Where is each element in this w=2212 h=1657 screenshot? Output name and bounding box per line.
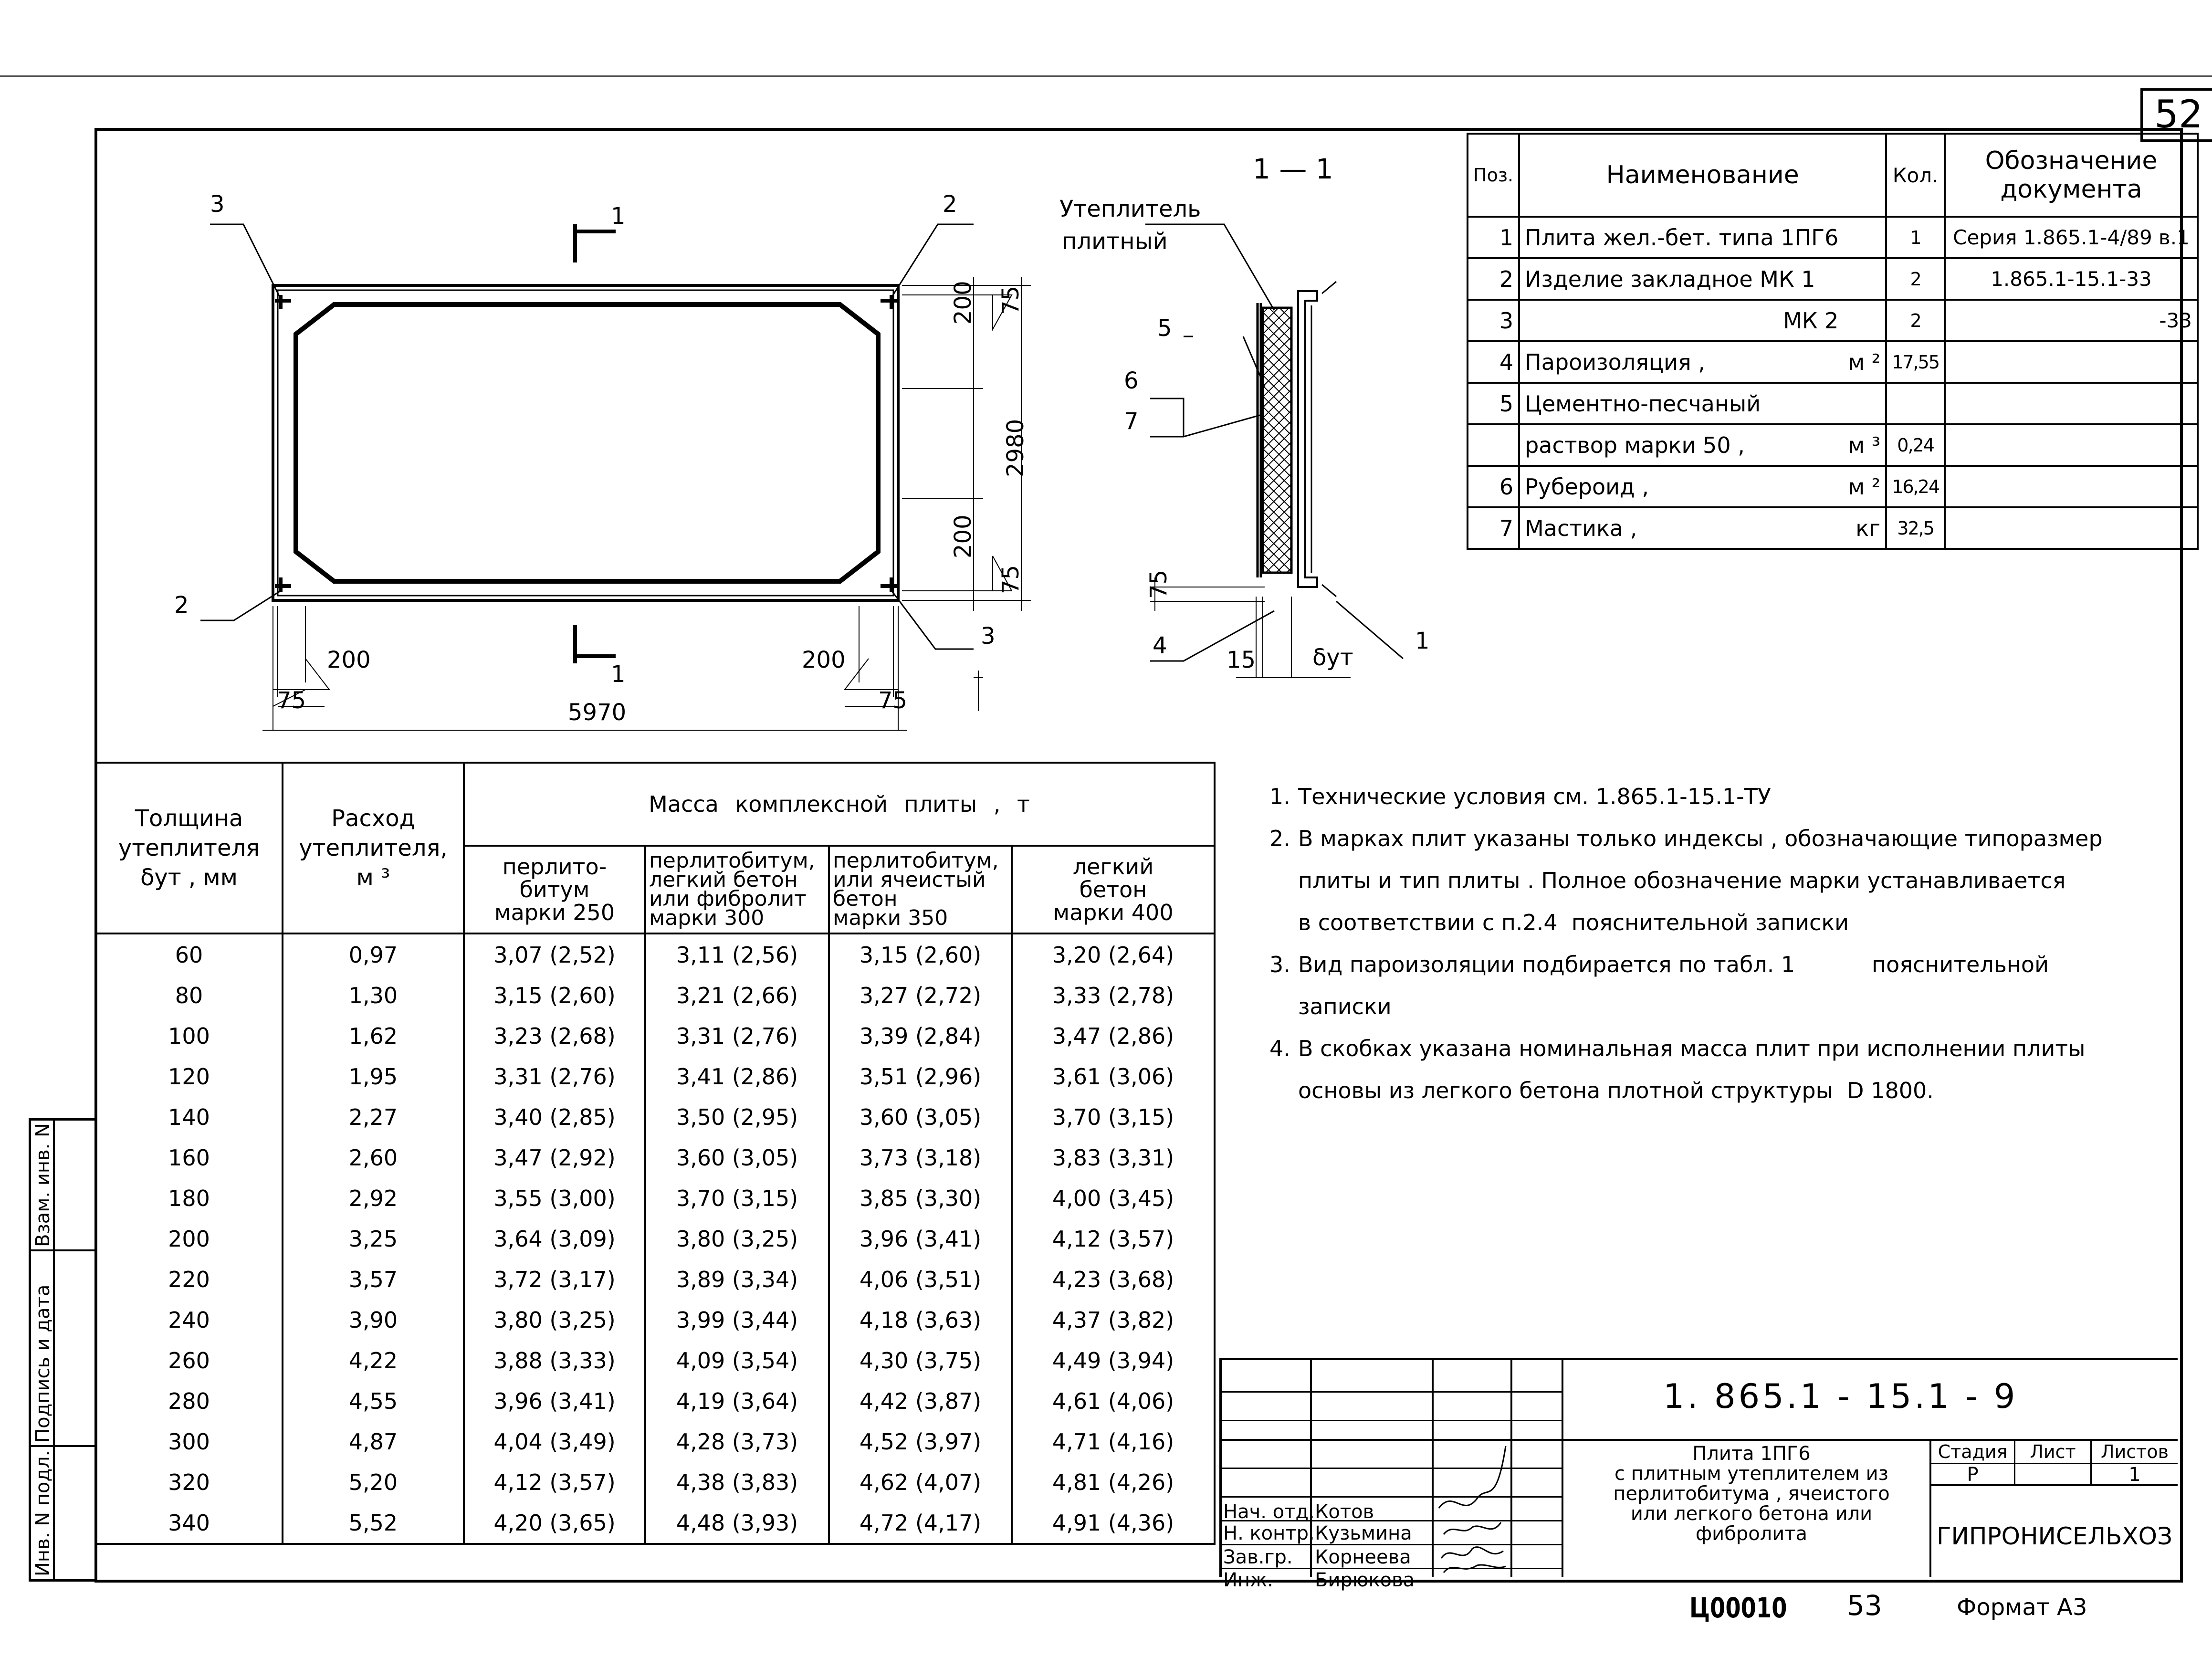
spec-pos: 5: [1468, 383, 1519, 424]
spec-header-name: Наименование: [1519, 134, 1886, 217]
note-line: В марках плит указаны только индексы , обозначающие типоразмер: [1298, 826, 2103, 851]
mass-subheader-line: марки 350: [833, 906, 948, 930]
title-block: [1219, 1358, 2178, 1591]
mass-cell: 320: [95, 1462, 283, 1502]
spec-name: [1519, 258, 1843, 300]
pos-marker-3-top: 3: [210, 191, 225, 218]
note-line: основы из легкого бетона плотной структуры D 1800.: [1298, 1078, 1934, 1103]
note-item: [1269, 944, 2176, 1028]
mass-cell: 3,64 (3,09): [464, 1218, 645, 1259]
spec-pos: 4: [1468, 341, 1519, 383]
spec-doc: [1945, 424, 2198, 466]
mass-cell: 3,99 (3,44): [645, 1300, 829, 1340]
spec-name-text: Мастика ,: [1525, 515, 1637, 541]
mass-cell: 4,37 (3,82): [1012, 1300, 1215, 1340]
rate-label-3: м ³: [356, 864, 390, 891]
mass-cell: 3,96 (3,41): [464, 1381, 645, 1421]
spec-qty: 2: [1886, 258, 1945, 300]
mass-cell: 4,49 (3,94): [1012, 1340, 1215, 1381]
rate-label-2: утеплителя,: [299, 835, 448, 861]
note-line: плиты и тип плиты . Полное обозначение марки устанавливается: [1298, 868, 2066, 893]
pos-marker-6: 6: [1124, 367, 1139, 394]
drawing-title-line: Плита 1ПГ6: [1692, 1443, 1811, 1465]
mass-cell: 5,52: [283, 1502, 464, 1544]
spec-name-text: Пароизоляция ,: [1525, 349, 1705, 375]
dim-75-section: 75: [1145, 569, 1172, 599]
spec-name: [1519, 341, 1843, 383]
pos-marker-3-bottom: 3: [981, 623, 996, 650]
mass-cell: 4,52 (3,97): [829, 1421, 1012, 1462]
mass-cell: 2,27: [283, 1097, 464, 1137]
spec-pos: 6: [1468, 466, 1519, 507]
spec-name-text: Рубероид ,: [1525, 473, 1649, 500]
spec-name: [1519, 424, 1843, 466]
mass-cell: 4,38 (3,83): [645, 1462, 829, 1502]
mass-subheader-line: перлито-: [502, 854, 607, 880]
mass-subheader-1: [464, 846, 645, 933]
mass-cell: 3,47 (2,86): [1012, 1016, 1215, 1056]
pos-marker-7: 7: [1124, 408, 1139, 435]
mass-cell: 3,40 (2,85): [464, 1097, 645, 1137]
mass-cell: 3,90: [283, 1300, 464, 1340]
dim-75-bottom: 75: [997, 565, 1024, 594]
thickness-label-3: δут , мм: [140, 864, 238, 891]
note-line: Вид пароизоляции подбирается по табл. 1 пояснительной: [1298, 952, 2049, 977]
note-number: 3.: [1269, 952, 1290, 977]
spec-unit: м ²: [1843, 466, 1886, 507]
note-line: В скобках указана номинальная масса плит при исполнении плиты: [1298, 1036, 2086, 1061]
mass-table: [94, 762, 1216, 1545]
note-body: [1298, 1028, 2086, 1112]
spec-row: [1468, 383, 2198, 424]
mass-row: [95, 1016, 1215, 1056]
mass-subheader-line: бетон: [833, 887, 898, 911]
mass-cell: 4,81 (4,26): [1012, 1462, 1215, 1502]
spec-unit: кг: [1843, 507, 1886, 549]
spec-pos: 2: [1468, 258, 1519, 300]
mass-cell: 3,39 (2,84): [829, 1016, 1012, 1056]
spec-pos: 1: [1468, 217, 1519, 258]
note-line: записки: [1298, 994, 1392, 1019]
mass-row: [95, 933, 1215, 975]
spec-doc: [1945, 341, 2198, 383]
spec-doc: Серия 1.865.1-4/89 в.1: [1945, 217, 2198, 258]
dim-200-bottom: 200: [950, 514, 976, 558]
mass-cell: 3,23 (2,68): [464, 1016, 645, 1056]
mass-cell: 3,31 (2,76): [645, 1016, 829, 1056]
spec-header-qty: Кол.: [1886, 134, 1945, 217]
pos-marker-2-bottom: 2: [174, 592, 189, 619]
mass-cell: 3,72 (3,17): [464, 1259, 645, 1300]
mass-cell: 4,12 (3,57): [1012, 1218, 1215, 1259]
spec-header-row: [1468, 134, 2198, 217]
spec-doc: [1945, 466, 2198, 507]
mass-header-rate: [283, 763, 464, 933]
spec-unit: [1843, 217, 1886, 258]
stage-header: Стадия: [1938, 1441, 2008, 1462]
spec-row: [1468, 258, 2198, 300]
pos-marker-4: 4: [1153, 632, 1167, 659]
spec-header-doc: Обозначение документа: [1945, 134, 2198, 217]
mass-cell: 200: [95, 1218, 283, 1259]
mass-cell: 4,18 (3,63): [829, 1300, 1012, 1340]
drawing-title-line: перлитобитума , ячеистого: [1613, 1483, 1890, 1505]
mass-cell: 4,04 (3,49): [464, 1421, 645, 1462]
mass-cell: 3,55 (3,00): [464, 1178, 645, 1218]
mass-subheader-line: перлитобитум,: [833, 849, 999, 873]
dim-200-right: 200: [802, 647, 846, 673]
mass-cell: 3,27 (2,72): [829, 975, 1012, 1016]
spec-row: [1468, 300, 2198, 341]
mass-header-thickness: [95, 763, 283, 933]
mass-cell: 220: [95, 1259, 283, 1300]
section-drawing: [1122, 181, 1465, 706]
spec-unit: [1843, 258, 1886, 300]
insulation-layer: [1263, 308, 1291, 573]
spec-doc: 1.865.1-15.1-33: [1945, 258, 2198, 300]
mass-cell: 2,60: [283, 1137, 464, 1178]
dim-75-top: 75: [997, 285, 1024, 315]
mass-cell: 4,48 (3,93): [645, 1502, 829, 1544]
mass-row: [95, 1340, 1215, 1381]
spec-name: [1519, 507, 1843, 549]
plate-outline: [273, 285, 898, 600]
mass-cell: 3,25: [283, 1218, 464, 1259]
mass-cell: 3,15 (2,60): [829, 933, 1012, 975]
mass-subheader-line: бетон: [1079, 877, 1147, 902]
name-3: Корнеева: [1315, 1546, 1411, 1568]
spec-row: [1468, 341, 2198, 383]
spec-name: [1519, 383, 1843, 424]
section-title: 1 — 1: [1253, 153, 1333, 185]
mass-subheader-line: марки 250: [494, 900, 615, 925]
insulation-label-line2: плитный: [1062, 228, 1168, 255]
mass-cell: 340: [95, 1502, 283, 1544]
name-4: Бирюкова: [1315, 1569, 1415, 1591]
organization: ГИПРОНИСЕЛЬХОЗ: [1936, 1522, 2173, 1550]
dim-5970: 5970: [568, 699, 627, 726]
sheets-header: Листов: [2101, 1441, 2169, 1462]
dim-delta-ut: δут: [1312, 644, 1353, 671]
mass-cell: 3,47 (2,92): [464, 1137, 645, 1178]
role-1: Нач. отд.: [1223, 1501, 1315, 1523]
side-stamp: [29, 1118, 97, 1582]
note-number: 4.: [1269, 1036, 1290, 1061]
dim-2980: 2980: [1002, 419, 1029, 477]
spec-pos: [1468, 424, 1519, 466]
role-3: Зав.гр.: [1223, 1546, 1293, 1568]
mass-cell: 3,51 (2,96): [829, 1056, 1012, 1097]
mass-cell: 3,57: [283, 1259, 464, 1300]
mass-cell: 4,55: [283, 1381, 464, 1421]
mass-cell: 300: [95, 1421, 283, 1462]
mass-cell: 80: [95, 975, 283, 1016]
mass-row: [95, 1421, 1215, 1462]
spec-name-text: Плита жел.-бет. типа 1ПГ6: [1525, 224, 1839, 251]
section-mark-top: 1: [611, 203, 626, 230]
side-signature-date: Подпись и дата: [32, 1284, 54, 1443]
spec-row: [1468, 424, 2198, 466]
mass-cell: 100: [95, 1016, 283, 1056]
pos-marker-1: 1: [1415, 628, 1430, 654]
name-1: Котов: [1315, 1501, 1374, 1523]
spec-row: [1468, 466, 2198, 507]
mass-cell: 3,33 (2,78): [1012, 975, 1215, 1016]
mass-row: [95, 1137, 1215, 1178]
mass-cell: 240: [95, 1300, 283, 1340]
spec-doc: [1945, 383, 2198, 424]
mass-cell: 2,92: [283, 1178, 464, 1218]
mass-cell: 3,89 (3,34): [645, 1259, 829, 1300]
note-item: [1269, 776, 2176, 818]
note-number: 1.: [1269, 784, 1290, 809]
dim-200-top: 200: [950, 281, 976, 325]
spec-name: [1519, 217, 1843, 258]
rate-label-1: Расход: [331, 805, 415, 832]
mass-cell: 3,61 (3,06): [1012, 1056, 1215, 1097]
name-2: Кузьмина: [1315, 1522, 1412, 1544]
side-inv-replace: Взам. инв. N: [32, 1123, 54, 1247]
side-inv-orig: Инв. N подл.: [32, 1450, 54, 1576]
mass-cell: 3,60 (3,05): [829, 1097, 1012, 1137]
note-line: в соответствии с п.2.4 пояснительной записки: [1298, 910, 1849, 935]
drawing-title: [1575, 1444, 1928, 1544]
spec-qty: 17,55: [1886, 341, 1945, 383]
thickness-label-2: утеплителя: [118, 835, 260, 861]
dim-200-left: 200: [327, 647, 371, 673]
mass-cell: 3,70 (3,15): [1012, 1097, 1215, 1137]
mass-cell: 120: [95, 1056, 283, 1097]
mass-cell: 260: [95, 1340, 283, 1381]
mass-row: [95, 1097, 1215, 1137]
note-item: [1269, 1028, 2176, 1112]
mass-cell: 60: [95, 933, 283, 975]
spec-unit: м ³: [1843, 424, 1886, 466]
mass-subheader-line: марки 400: [1053, 900, 1174, 925]
spec-doc: -33: [1945, 300, 2198, 341]
mass-row: [95, 1381, 1215, 1421]
spec-name-text: МК 2: [1783, 307, 1839, 334]
drawing-code: 1. 865.1 - 15.1 - 9: [1663, 1377, 2018, 1416]
mass-cell: 5,20: [283, 1462, 464, 1502]
mass-row: [95, 1502, 1215, 1544]
mass-cell: 4,22: [283, 1340, 464, 1381]
section-mark-bottom: 1: [611, 661, 626, 688]
mass-cell: 4,28 (3,73): [645, 1421, 829, 1462]
mass-cell: 4,12 (3,57): [464, 1462, 645, 1502]
role-2: Н. контр.: [1223, 1522, 1315, 1544]
spec-name: [1519, 466, 1843, 507]
signatures: [1434, 1441, 1510, 1575]
spec-header-pos: Поз.: [1468, 134, 1519, 217]
mass-cell: 0,97: [283, 933, 464, 975]
spec-row: [1468, 507, 2198, 549]
drawing-title-line: с плитным утеплителем из: [1614, 1463, 1888, 1485]
mass-cell: 140: [95, 1097, 283, 1137]
mass-subheader-line: легкий: [1072, 854, 1154, 880]
mass-cell: 3,41 (2,86): [645, 1056, 829, 1097]
notes: [1269, 776, 2176, 1112]
spec-qty: 0,24: [1886, 424, 1945, 466]
mass-cell: 4,91 (4,36): [1012, 1502, 1215, 1544]
dim-75-left: 75: [277, 687, 306, 714]
mass-cell: 1,95: [283, 1056, 464, 1097]
spec-doc: [1945, 507, 2198, 549]
mass-header-mass: Масса комплексной плиты , т: [464, 763, 1215, 846]
mass-cell: 3,20 (2,64): [1012, 933, 1215, 975]
mass-cell: 3,85 (3,30): [829, 1178, 1012, 1218]
insulation-label-line1: Утеплитель: [1059, 196, 1201, 222]
mass-cell: 4,00 (3,45): [1012, 1178, 1215, 1218]
mass-subheader-line: перлитобитум,: [649, 849, 815, 873]
mass-row: [95, 975, 1215, 1016]
spec-table: [1467, 133, 2199, 550]
spec-name: [1519, 300, 1843, 341]
mass-cell: 3,80 (3,25): [464, 1300, 645, 1340]
drawing-title-line: или легкого бетона или: [1630, 1503, 1873, 1525]
mass-subheader-3: [829, 846, 1012, 933]
mass-subheader-line: или ячеистый: [833, 868, 986, 892]
mass-row: [95, 1056, 1215, 1097]
mass-cell: 1,30: [283, 975, 464, 1016]
mass-row: [95, 1178, 1215, 1218]
mass-cell: 4,19 (3,64): [645, 1381, 829, 1421]
sheet-number: 52: [2140, 88, 2212, 142]
mass-cell: 160: [95, 1137, 283, 1178]
dim-15: 15: [1227, 647, 1256, 673]
pos-marker-2-top: 2: [943, 191, 957, 218]
mass-cell: 4,09 (3,54): [645, 1340, 829, 1381]
spec-qty: 1: [1886, 217, 1945, 258]
stage-value: Р: [1967, 1464, 1979, 1486]
spec-unit: [1843, 300, 1886, 341]
spec-qty: 2: [1886, 300, 1945, 341]
mass-header-row: [95, 763, 1215, 846]
mass-cell: 4,06 (3,51): [829, 1259, 1012, 1300]
sheets-value: 1: [2128, 1464, 2141, 1486]
drawing-title-line: фибролита: [1695, 1523, 1808, 1545]
mass-cell: 4,71 (4,16): [1012, 1421, 1215, 1462]
mass-subheader-line: или фибролит: [649, 887, 807, 911]
note-number: 2.: [1269, 826, 1290, 851]
spec-qty: 32,5: [1886, 507, 1945, 549]
mass-subheader-2: [645, 846, 829, 933]
mass-cell: 4,72 (4,17): [829, 1502, 1012, 1544]
mass-cell: 4,62 (4,07): [829, 1462, 1012, 1502]
mass-cell: 1,62: [283, 1016, 464, 1056]
note-item: [1269, 818, 2176, 944]
mass-cell: 3,60 (3,05): [645, 1137, 829, 1178]
mass-cell: 4,87: [283, 1421, 464, 1462]
mass-row: [95, 1218, 1215, 1259]
mass-cell: 4,23 (3,68): [1012, 1259, 1215, 1300]
mass-cell: 3,73 (3,18): [829, 1137, 1012, 1178]
mass-subheader-line: легкий бетон: [649, 868, 798, 892]
sheet-header: Лист: [2030, 1441, 2076, 1462]
pos-marker-5: 5: [1157, 315, 1172, 342]
page-number: 53: [1847, 1589, 1882, 1622]
mass-cell: 3,96 (3,41): [829, 1218, 1012, 1259]
mass-cell: 3,11 (2,56): [645, 933, 829, 975]
note-line: Технические условия см. 1.865.1-15.1-ТУ: [1298, 784, 1771, 809]
spec-qty: 16,24: [1886, 466, 1945, 507]
mass-cell: 4,42 (3,87): [829, 1381, 1012, 1421]
thickness-label-1: Толщина: [135, 805, 243, 832]
mass-cell: 4,20 (3,65): [464, 1502, 645, 1544]
role-4: Инж.: [1223, 1569, 1273, 1591]
mass-subheader-4: [1012, 846, 1215, 933]
spec-row: [1468, 217, 2198, 258]
mass-cell: 4,61 (4,06): [1012, 1381, 1215, 1421]
spec-qty: [1886, 383, 1945, 424]
mass-cell: 3,15 (2,60): [464, 975, 645, 1016]
mass-cell: 3,88 (3,33): [464, 1340, 645, 1381]
rib-contour: [296, 304, 878, 581]
format-label: Формат А3: [1957, 1594, 2087, 1621]
mass-cell: 3,07 (2,52): [464, 933, 645, 975]
spec-unit: [1843, 383, 1886, 424]
spec-pos: 3: [1468, 300, 1519, 341]
mass-cell: 4,30 (3,75): [829, 1340, 1012, 1381]
mass-cell: 280: [95, 1381, 283, 1421]
spec-name-text: Изделие закладное МК 1: [1525, 266, 1815, 292]
spec-name-text: раствор марки 50 ,: [1525, 432, 1745, 458]
note-body: [1298, 818, 2103, 944]
mass-row: [95, 1462, 1215, 1502]
note-body: [1298, 944, 2049, 1028]
mass-cell: 3,50 (2,95): [645, 1097, 829, 1137]
mass-cell: 3,70 (3,15): [645, 1178, 829, 1218]
spec-pos: 7: [1468, 507, 1519, 549]
mass-cell: 3,21 (2,66): [645, 975, 829, 1016]
spec-unit: м ²: [1843, 341, 1886, 383]
mass-cell: 3,80 (3,25): [645, 1218, 829, 1259]
inventory-number: Ц00010: [1689, 1592, 1787, 1624]
mass-row: [95, 1259, 1215, 1300]
note-body: [1298, 776, 1771, 818]
mass-cell: 180: [95, 1178, 283, 1218]
mass-cell: 3,83 (3,31): [1012, 1137, 1215, 1178]
mass-subheader-line: битум: [519, 877, 590, 902]
mass-cell: 3,31 (2,76): [464, 1056, 645, 1097]
mass-row: [95, 1300, 1215, 1340]
sheet-top-edge: [0, 75, 2212, 77]
mass-subheader-line: марки 300: [649, 906, 765, 930]
spec-name-text: Цементно-песчаный: [1525, 390, 1761, 417]
dim-75-right: 75: [878, 687, 908, 714]
